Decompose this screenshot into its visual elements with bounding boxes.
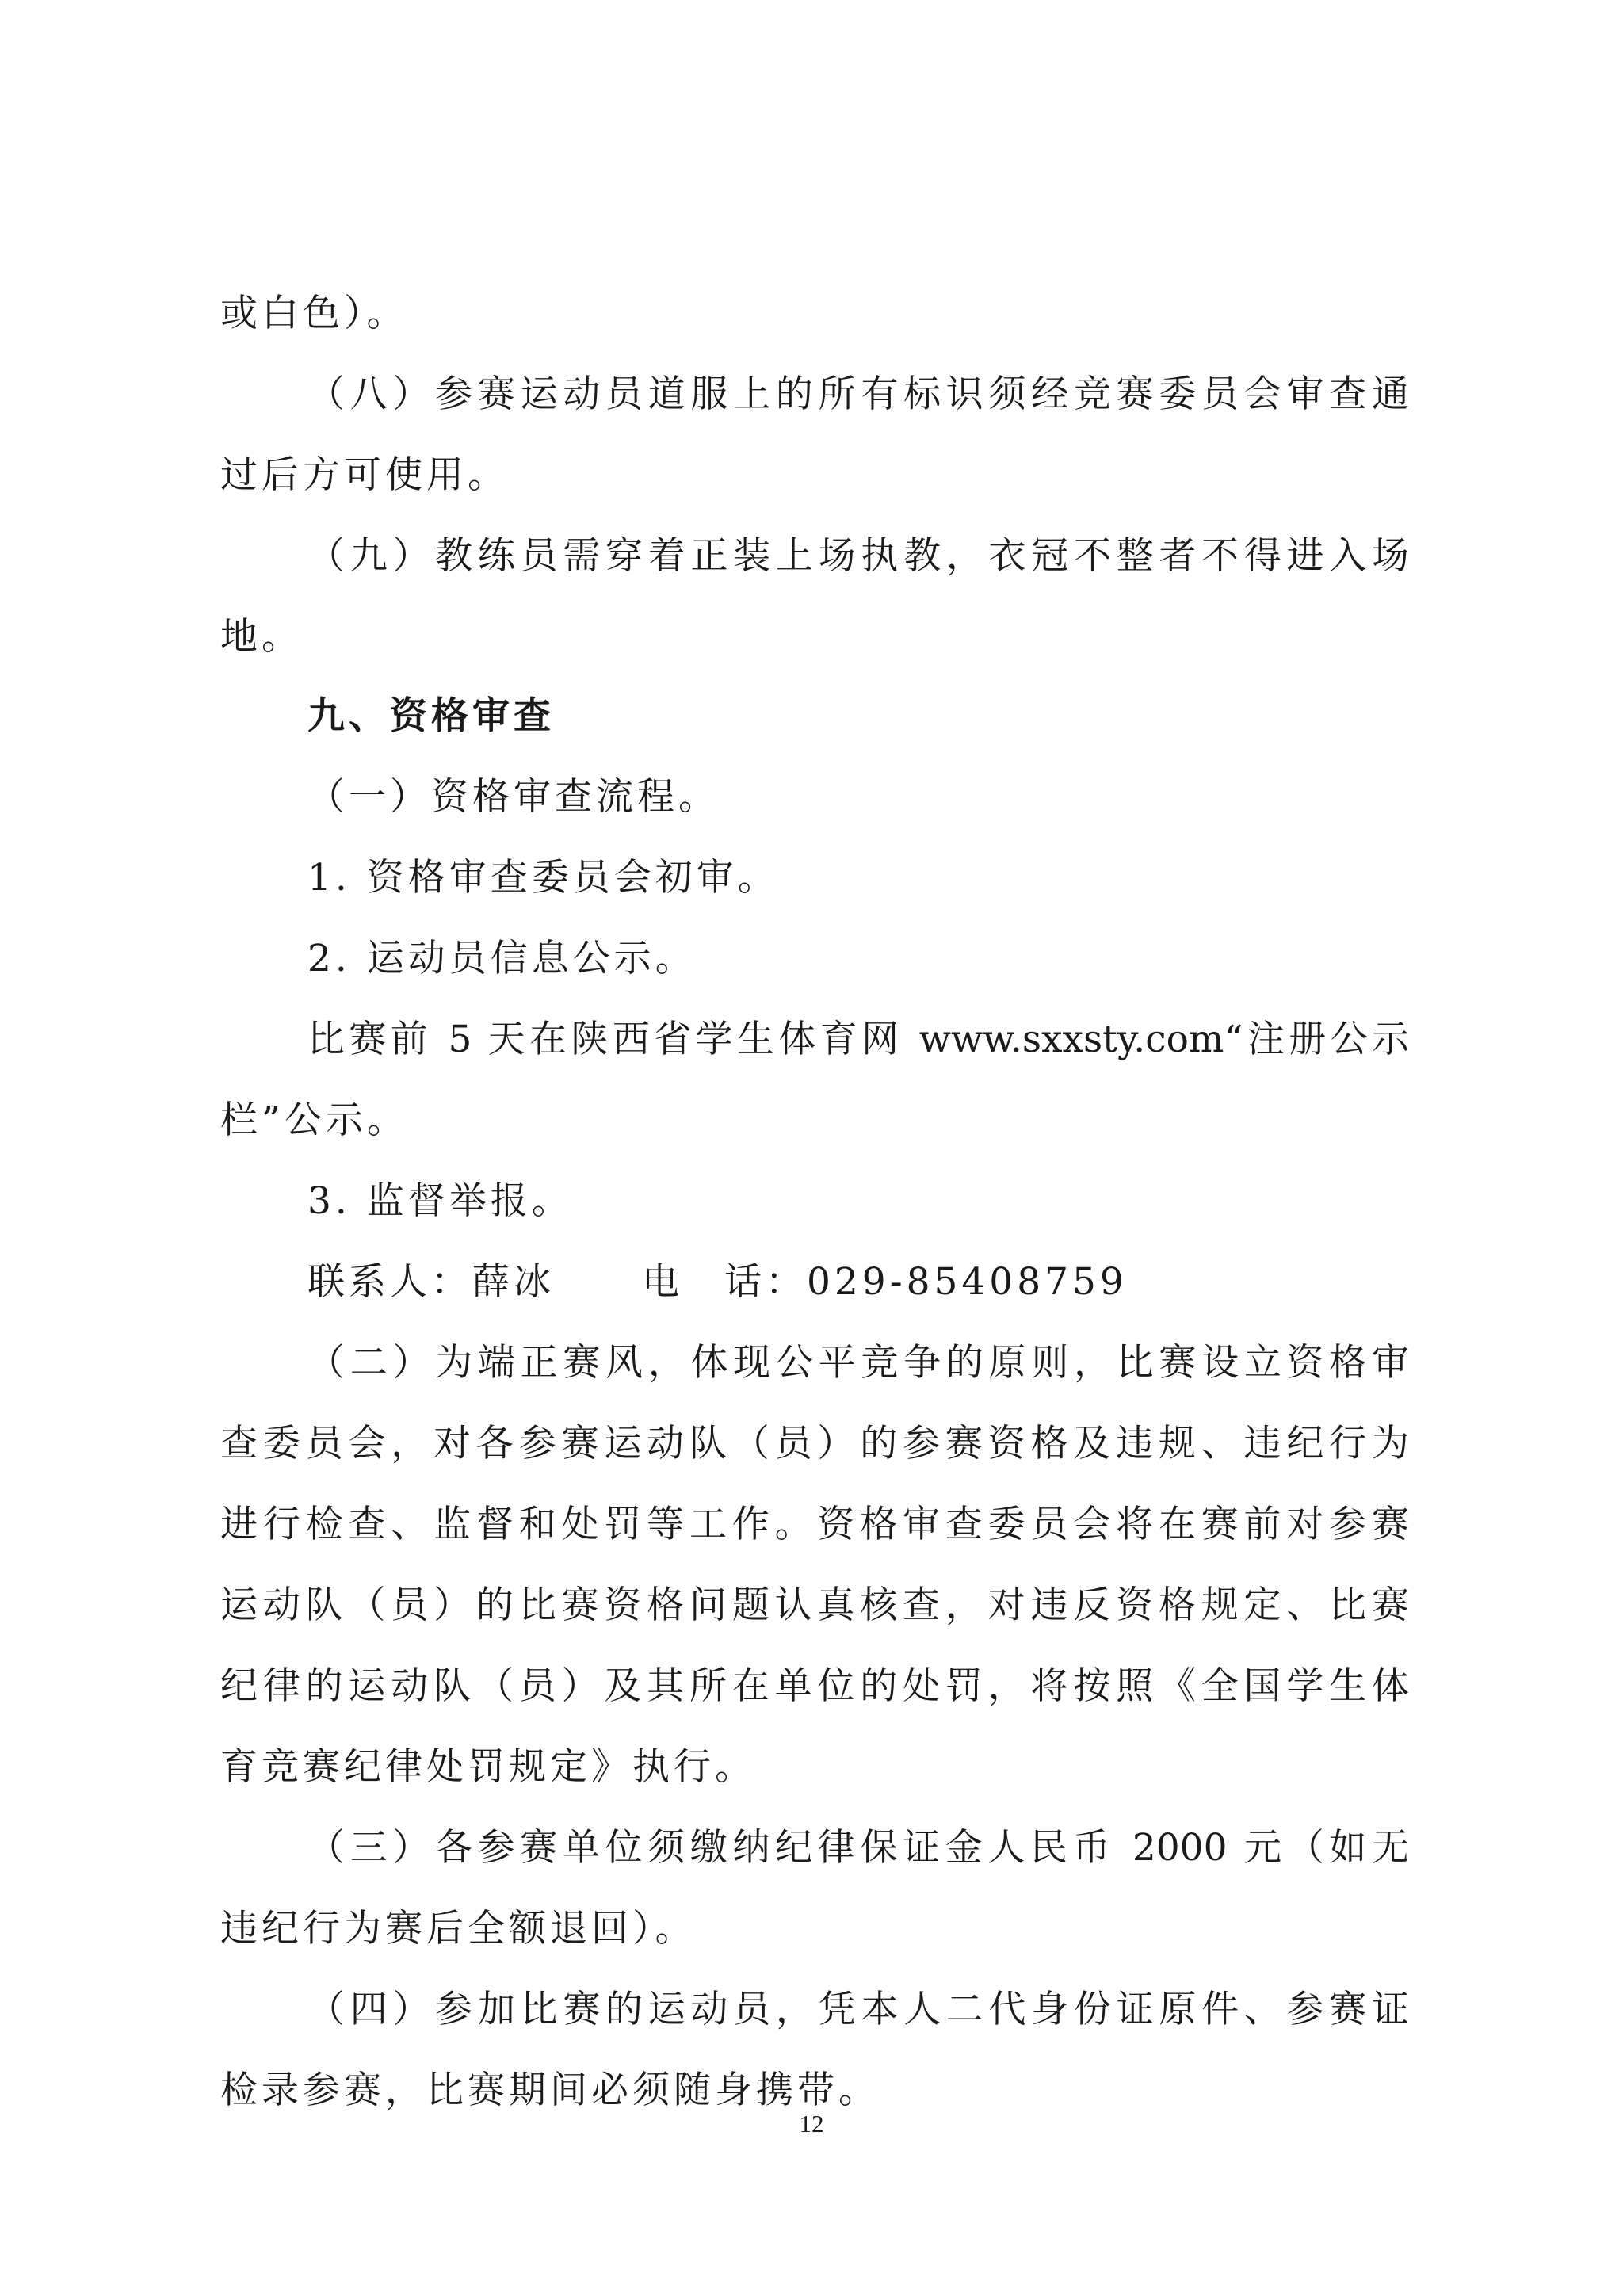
paragraph-two-line-5: 纪律的运动队（员）及其所在单位的处罚，将按照《全国学生体: [220, 1664, 1409, 1708]
notice-line-1: 比赛前 5 天在陕西省学生体育网 www.sxxsty.com“注册公示: [307, 1018, 1409, 1061]
notice-line-2: 栏”公示。: [220, 1098, 409, 1142]
contact-name: 薛冰: [472, 1260, 555, 1304]
contact-line: [307, 1259, 1128, 1306]
paragraph-three-line-1: （三）各参赛单位须缴纳纪律保证金人民币 2000 元（如无: [307, 1826, 1409, 1870]
paragraph-four-line-2: 检录参赛，比赛期间必须随身携带。: [220, 2069, 880, 2112]
phone-label: 电 话：: [642, 1260, 807, 1304]
section-heading: 九、资格审查: [307, 694, 555, 738]
paragraph-nine-line-1: （九）教练员需穿着正装上场执教，衣冠不整者不得进入场: [307, 534, 1409, 578]
paragraph-eight-line-2: 过后方可使用。: [220, 453, 509, 497]
paragraph-two-line-1: （二）为端正赛风，体现公平竞争的原则，比赛设立资格审: [307, 1341, 1409, 1385]
paragraph-two-line-4: 运动队（员）的比赛资格问题认真核查，对违反资格规定、比赛: [220, 1584, 1409, 1627]
contact-label: 联系人：: [307, 1260, 472, 1304]
subsection-one-title: （一）资格审查流程。: [307, 775, 720, 819]
list-item-2: 2. 运动员信息公示。: [307, 937, 697, 980]
text-line: 或白色）。: [220, 292, 408, 335]
page-number: 12: [799, 2110, 824, 2137]
paragraph-two-line-2: 查委员会，对各参赛运动队（员）的参赛资格及违规、违纪行为: [220, 1422, 1409, 1465]
paragraph-two-line-6: 育竞赛纪律处罚规定》执行。: [220, 1745, 756, 1789]
paragraph-three-line-2: 违纪行为赛后全额退回）。: [220, 1907, 697, 1950]
paragraph-two-line-3: 进行检查、监督和处罚等工作。资格审查委员会将在赛前对参赛: [220, 1503, 1409, 1546]
paragraph-four-line-1: （四）参加比赛的运动员，凭本人二代身份证原件、参赛证: [307, 1988, 1409, 2031]
list-item-1: 1. 资格审查委员会初审。: [307, 856, 779, 900]
paragraph-eight-line-1: （八）参赛运动员道服上的所有标识须经竞赛委员会审查通: [307, 372, 1409, 416]
paragraph-nine-line-2: 地。: [220, 615, 303, 659]
list-item-3: 3. 监督举报。: [307, 1179, 573, 1223]
phone-number: 029-85408759: [807, 1260, 1128, 1304]
